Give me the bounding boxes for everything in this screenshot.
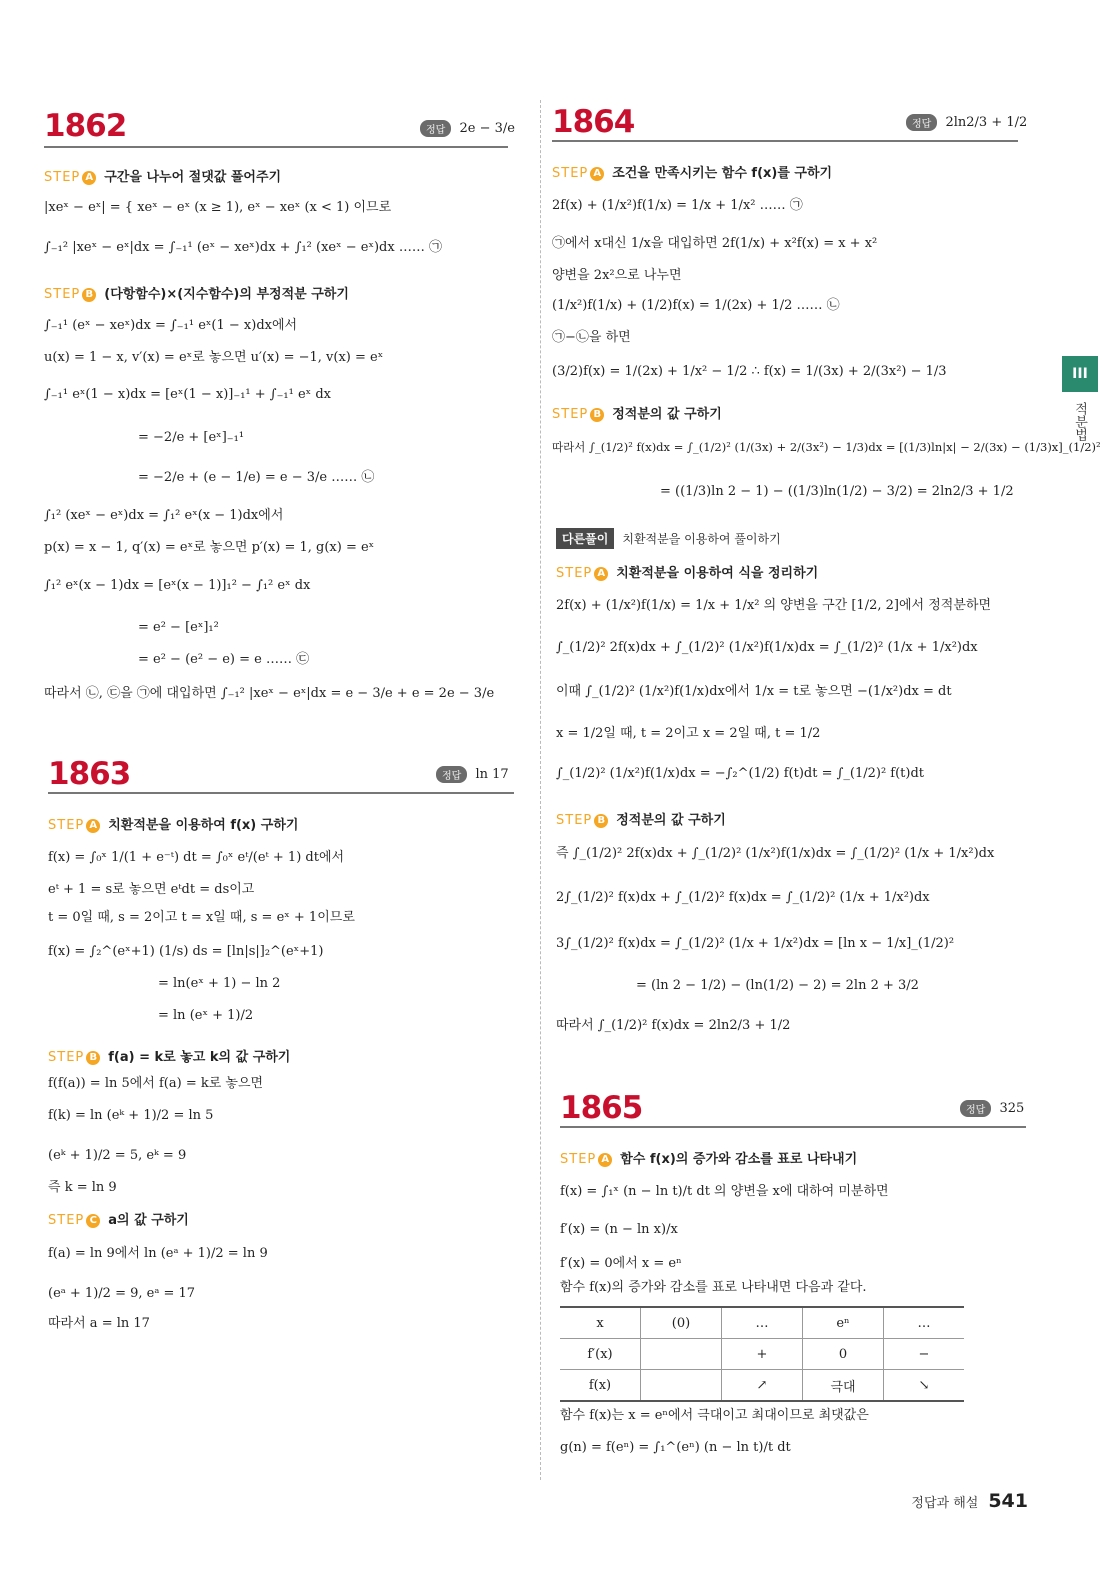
- step-heading: [48, 814, 298, 833]
- header-rule: [560, 1126, 1026, 1128]
- solution-line: = ln(eˣ + 1) − ln 2: [158, 976, 281, 991]
- solution-line: ∫₁² (xeˣ − eˣ)dx = ∫₁² eˣ(x − 1)dx에서: [44, 508, 284, 523]
- table-cell: …: [884, 1307, 965, 1339]
- alternative-solution-header: [556, 528, 781, 549]
- solution-line: f(k) = ln (eᵏ + 1)/2 = ln 5: [48, 1108, 214, 1123]
- solution-line: 2∫_(1/2)² f(x)dx + ∫_(1/2)² f(x)dx = ∫_(1/2)² (1/x + 1/x²)dx: [556, 890, 930, 905]
- solution-line: 함수 f(x)의 증가와 감소를 표로 나타내면 다음과 같다.: [560, 1280, 867, 1295]
- solution-line: |xeˣ − eˣ| = { xeˣ − eˣ (x ≥ 1), eˣ − xeˣ (x < 1) 이므로: [44, 200, 392, 215]
- problem-number-1864: 1864: [552, 104, 635, 140]
- step-heading: [44, 166, 281, 185]
- step-heading: [556, 562, 818, 581]
- solution-line: 이때 ∫_(1/2)² (1/x²)f(1/x)dx에서 1/x = t로 놓으면 −(1/x²)dx = dt: [556, 684, 952, 699]
- solution-line: x = 1/2일 때, t = 2이고 x = 2일 때, t = 1/2: [556, 726, 821, 741]
- step-letter: A: [590, 167, 604, 181]
- answer-badge: 정답: [436, 766, 467, 783]
- step-heading: [44, 283, 349, 302]
- step-letter: A: [598, 1153, 612, 1167]
- answer-1864: [906, 114, 1027, 131]
- table-cell: +: [722, 1339, 803, 1370]
- solution-line: (eᵏ + 1)/2 = 5, eᵏ = 9: [48, 1148, 187, 1163]
- solution-line: (3/2)f(x) = 1/(2x) + 1/x² − 1/2 ∴ f(x) = 1/(3x) + 2/(3x²) − 1/3: [552, 364, 947, 379]
- solution-line: 따라서 ∫_(1/2)² f(x)dx = ∫_(1/2)² (1/(3x) + 2/(3x²) − 1/3)dx = [(1/3)ln|x| − 2/(3x) − (1/3)x]_(1/2)²: [552, 440, 1101, 454]
- solution-line: ∫₁² eˣ(x − 1)dx = [eˣ(x − 1)]₁² − ∫₁² eˣ dx: [44, 578, 311, 593]
- answer-1862: [420, 120, 515, 137]
- solution-line: eᵗ + 1 = s로 놓으면 eᵗdt = ds이고: [48, 882, 255, 897]
- step-heading: [556, 809, 726, 828]
- step-title: 치환적분을 이용하여 f(x) 구하기: [108, 818, 299, 833]
- table-cell: …: [722, 1307, 803, 1339]
- solution-line: ∫₋₁² |xeˣ − eˣ|dx = ∫₋₁¹ (eˣ − xeˣ)dx + ∫₁² (xeˣ − eˣ)dx …… ㉠: [44, 240, 442, 255]
- solution-line: f(x) = ∫₁ˣ (n − ln t)/t dt 의 양변을 x에 대하여 미분하면: [560, 1184, 889, 1199]
- step-letter: B: [86, 1051, 100, 1065]
- table-cell: ↗: [722, 1370, 803, 1402]
- solution-line: 따라서 a = ln 17: [48, 1316, 150, 1331]
- solution-line: t = 0일 때, s = 2이고 t = x일 때, s = eˣ + 1이므로: [48, 910, 355, 925]
- step-letter: B: [82, 288, 96, 302]
- step-tag: STEP: [556, 566, 593, 581]
- step-title: (다항함수)×(지수함수)의 부정적분 구하기: [104, 287, 349, 302]
- solution-line: 즉 k = ln 9: [48, 1180, 117, 1195]
- step-title: a의 값 구하기: [108, 1213, 189, 1228]
- step-tag: STEP: [48, 818, 85, 833]
- step-tag: STEP: [552, 407, 589, 422]
- solution-line: 양변을 2x²으로 나누면: [552, 268, 682, 283]
- page-footer: [911, 1490, 1028, 1512]
- answer-badge: 정답: [906, 114, 937, 131]
- solution-line: = e² − (e² − e) = e …… ㉢: [138, 652, 310, 667]
- table-cell: ↘: [884, 1370, 965, 1402]
- step-tag: STEP: [48, 1213, 85, 1228]
- table-cell: 극대: [803, 1370, 884, 1402]
- solution-line: = e² − [eˣ]₁²: [138, 620, 219, 635]
- header-rule: [552, 140, 1018, 142]
- solution-line: = (ln 2 − 1/2) − (ln(1/2) − 2) = 2ln 2 + 3/2: [636, 978, 919, 993]
- step-letter: B: [590, 408, 604, 422]
- step-heading: [552, 403, 722, 422]
- header-rule: [48, 792, 514, 794]
- solution-line: f′(x) = (n − ln x)/x: [560, 1222, 678, 1237]
- step-heading: [560, 1148, 857, 1167]
- solution-line: (eᵃ + 1)/2 = 9, eᵃ = 17: [48, 1286, 196, 1301]
- step-tag: STEP: [560, 1152, 597, 1167]
- table-cell: −: [884, 1339, 965, 1370]
- solution-line: = ln (eˣ + 1)/2: [158, 1008, 254, 1023]
- solution-line: = −2/e + (e − 1/e) = e − 3/e …… ㉡: [138, 470, 375, 485]
- solution-line: ∫₋₁¹ eˣ(1 − x)dx = [eˣ(1 − x)]₋₁¹ + ∫₋₁¹ eˣ dx: [44, 387, 331, 402]
- solution-line: f(f(a)) = ln 5에서 f(a) = k로 놓으면: [48, 1076, 264, 1091]
- solution-line: f(x) = ∫₀ˣ 1/(1 + e⁻ᵗ) dt = ∫₀ˣ eᵗ/(eᵗ + 1) dt에서: [48, 850, 345, 865]
- page-number: 541: [988, 1490, 1028, 1512]
- problem-number-1865: 1865: [560, 1090, 643, 1126]
- solution-line: 함수 f(x)는 x = eⁿ에서 극대이고 최대이므로 최댓값은: [560, 1408, 869, 1423]
- step-heading: [552, 162, 832, 181]
- answer-1865: [960, 1100, 1024, 1117]
- solution-line: (1/x²)f(1/x) + (1/2)f(x) = 1/(2x) + 1/2 …… ㉡: [552, 298, 840, 313]
- table-row: [560, 1307, 964, 1339]
- solution-line: ∫₋₁¹ (eˣ − xeˣ)dx = ∫₋₁¹ eˣ(1 − x)dx에서: [44, 318, 298, 333]
- solution-line: 즉 ∫_(1/2)² 2f(x)dx + ∫_(1/2)² (1/x²)f(1/x)dx = ∫_(1/2)² (1/x + 1/x²)dx: [556, 846, 995, 861]
- chapter-tab: III: [1062, 356, 1098, 392]
- header-rule: [44, 146, 508, 148]
- solution-line: 3∫_(1/2)² f(x)dx = ∫_(1/2)² (1/x + 1/x²)dx = [ln x − 1/x]_(1/2)²: [556, 936, 955, 951]
- step-title: 정적분의 값 구하기: [616, 813, 726, 828]
- step-tag: STEP: [44, 287, 81, 302]
- problem-number-1862: 1862: [44, 108, 127, 144]
- problem-number-1863: 1863: [48, 756, 131, 792]
- table-cell: [641, 1339, 722, 1370]
- step-heading: [48, 1046, 290, 1065]
- table-cell: x: [560, 1307, 641, 1339]
- step-heading: [48, 1209, 189, 1228]
- step-title: 함수 f(x)의 증가와 감소를 표로 나타내기: [620, 1152, 858, 1167]
- solution-line: f′(x) = 0에서 x = eⁿ: [560, 1256, 682, 1271]
- answer-value: 325: [999, 1101, 1025, 1116]
- table-row: [560, 1339, 964, 1370]
- step-letter: B: [594, 814, 608, 828]
- solution-line: ∫_(1/2)² 2f(x)dx + ∫_(1/2)² (1/x²)f(1/x)dx = ∫_(1/2)² (1/x + 1/x²)dx: [556, 640, 978, 655]
- table-cell: 0: [803, 1339, 884, 1370]
- solution-line: f(a) = ln 9에서 ln (eᵃ + 1)/2 = ln 9: [48, 1246, 268, 1261]
- solution-line: p(x) = x − 1, q′(x) = eˣ로 놓으면 p′(x) = 1, g(x) = eˣ: [44, 540, 375, 555]
- solution-line: ㉠에서 x대신 1/x을 대입하면 2f(1/x) + x²f(x) = x + x²: [552, 236, 878, 251]
- solution-line: ∫_(1/2)² (1/x²)f(1/x)dx = −∫₂^(1/2) f(t)dt = ∫_(1/2)² f(t)dt: [556, 766, 925, 781]
- solution-line: g(n) = f(eⁿ) = ∫₁^(eⁿ) (n − ln t)/t dt: [560, 1440, 791, 1455]
- step-letter: A: [594, 567, 608, 581]
- table-cell: eⁿ: [803, 1307, 884, 1339]
- solution-line: 따라서 ∫_(1/2)² f(x)dx = 2ln2/3 + 1/2: [556, 1018, 791, 1033]
- answer-badge: 정답: [420, 120, 451, 137]
- step-title: 치환적분을 이용하여 식을 정리하기: [616, 566, 819, 581]
- step-title: 정적분의 값 구하기: [612, 407, 722, 422]
- answer-value: 2e − 3/e: [459, 121, 515, 136]
- step-title: 구간을 나누어 절댓값 풀어주기: [104, 170, 282, 185]
- step-tag: STEP: [556, 813, 593, 828]
- step-title: 조건을 만족시키는 함수 f(x)를 구하기: [612, 166, 833, 181]
- table-cell: (0): [641, 1307, 722, 1339]
- step-letter: C: [86, 1214, 100, 1228]
- answer-badge: 정답: [960, 1100, 991, 1117]
- solution-line: ㉠−㉡을 하면: [552, 330, 631, 345]
- step-letter: A: [82, 171, 96, 185]
- step-tag: STEP: [48, 1050, 85, 1065]
- solution-line: f(x) = ∫₂^(eˣ+1) (1/s) ds = [ln|s|]₂^(eˣ+1): [48, 944, 324, 959]
- table-row: [560, 1370, 964, 1402]
- answer-value: ln 17: [475, 767, 509, 782]
- step-tag: STEP: [552, 166, 589, 181]
- solution-line: 2f(x) + (1/x²)f(1/x) = 1/x + 1/x² …… ㉠: [552, 198, 803, 213]
- solution-line: = ((1/3)ln 2 − 1) − ((1/3)ln(1/2) − 3/2) = 2ln2/3 + 1/2: [660, 484, 1014, 499]
- solution-line: 2f(x) + (1/x²)f(1/x) = 1/x + 1/x² 의 양변을 구간 [1/2, 2]에서 정적분하면: [556, 598, 991, 613]
- answer-1863: [436, 766, 509, 783]
- table-cell: f′(x): [560, 1339, 641, 1370]
- footer-label: 정답과 해설: [911, 1496, 979, 1511]
- sign-table: [560, 1306, 964, 1402]
- table-cell: f(x): [560, 1370, 641, 1402]
- chapter-label: 적분법: [1072, 402, 1087, 441]
- solution-line: u(x) = 1 − x, v′(x) = eˣ로 놓으면 u′(x) = −1, v(x) = eˣ: [44, 350, 384, 365]
- alternative-label: 다른풀이: [556, 528, 614, 549]
- solution-line: = −2/e + [eˣ]₋₁¹: [138, 430, 245, 445]
- answer-value: 2ln2/3 + 1/2: [945, 115, 1028, 130]
- step-title: f(a) = k로 놓고 k의 값 구하기: [108, 1050, 291, 1065]
- solution-line: 따라서 ㉡, ㉢을 ㉠에 대입하면 ∫₋₁² |xeˣ − eˣ|dx = e − 3/e + e = 2e − 3/e: [44, 686, 495, 701]
- step-letter: A: [86, 819, 100, 833]
- column-divider: [540, 100, 541, 1480]
- table-cell: [641, 1370, 722, 1402]
- alternative-title: 치환적분을 이용하여 풀이하기: [622, 532, 781, 546]
- step-tag: STEP: [44, 170, 81, 185]
